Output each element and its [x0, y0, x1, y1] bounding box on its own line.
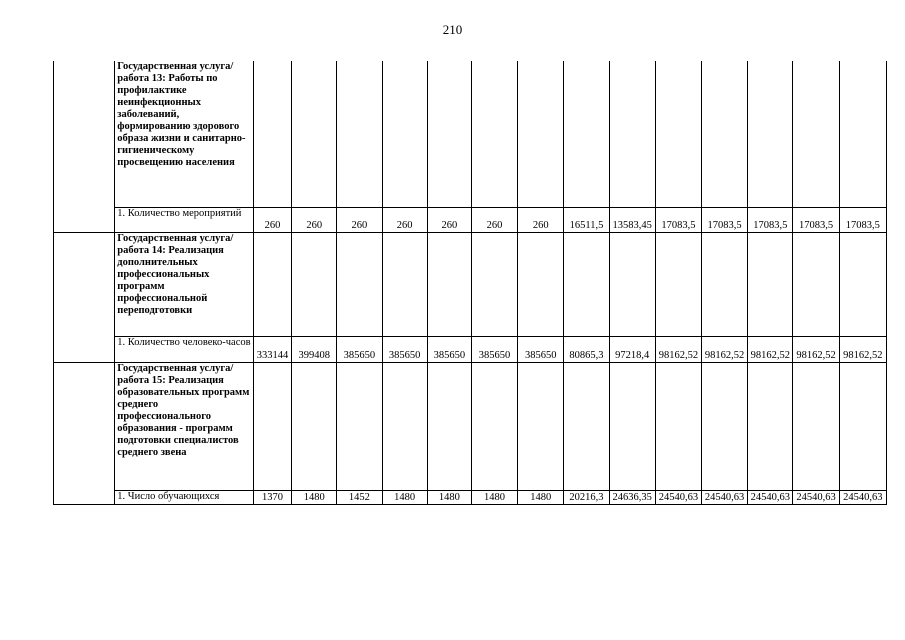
- value-cell: 17083,5: [839, 207, 886, 232]
- indicator-row-15: [54, 490, 887, 504]
- indicator-row-13: [54, 207, 887, 232]
- service-row-13: [54, 61, 887, 207]
- value-cell: 80865,3: [564, 336, 609, 362]
- value-cell: 1370: [253, 490, 291, 504]
- value-cell: 24636,35: [609, 490, 655, 504]
- value-cell: 20216,3: [564, 490, 609, 504]
- value-cell: 260: [427, 207, 471, 232]
- value-cell: 98162,52: [655, 336, 701, 362]
- value-cell: 385650: [427, 336, 471, 362]
- value-cell: 97218,4: [609, 336, 655, 362]
- value-cell: 17083,5: [793, 207, 839, 232]
- value-cell: 1480: [427, 490, 471, 504]
- value-cell: 1480: [471, 490, 517, 504]
- indicator-label: 1. Число обучающихся: [115, 490, 254, 504]
- value-cell: 260: [382, 207, 427, 232]
- value-cell: 385650: [471, 336, 517, 362]
- value-cell: 385650: [382, 336, 427, 362]
- value-cell: 260: [471, 207, 517, 232]
- service-title: Государственная услуга/работа 15: Реализация образовательных программ среднего профессионального образования - программ подготовки специалистов среднего звена: [115, 362, 254, 490]
- blank-cell: [54, 362, 115, 504]
- service-row-14: [54, 232, 887, 336]
- indicator-label: 1. Количество человеко-часов: [115, 336, 254, 362]
- value-cell: 260: [292, 207, 337, 232]
- value-cell: 98162,52: [793, 336, 839, 362]
- value-cell: 385650: [518, 336, 564, 362]
- value-cell: 24540,63: [748, 490, 793, 504]
- value-cell: 1480: [292, 490, 337, 504]
- value-cell: 385650: [337, 336, 382, 362]
- value-cell: 17083,5: [748, 207, 793, 232]
- value-cell: 17083,5: [655, 207, 701, 232]
- value-cell: 13583,45: [609, 207, 655, 232]
- indicator-row-14: [54, 336, 887, 362]
- value-cell: 17083,5: [702, 207, 748, 232]
- service-title: Государственная услуга/работа 13: Работы по профилактике неинфекционных заболеваний, формированию здорового образа жизни и санитарно-гигиеническому просвещению населения: [115, 61, 254, 207]
- value-cell: 1480: [382, 490, 427, 504]
- blank-cell: [54, 232, 115, 362]
- service-row-15: [54, 362, 887, 490]
- value-cell: 24540,63: [793, 490, 839, 504]
- value-cell: 98162,52: [702, 336, 748, 362]
- value-cell: 1452: [337, 490, 382, 504]
- value-cell: 333144: [253, 336, 291, 362]
- value-cell: 260: [337, 207, 382, 232]
- page-number: 210: [442, 22, 463, 37]
- value-cell: 24540,63: [655, 490, 701, 504]
- value-cell: 98162,52: [839, 336, 886, 362]
- value-cell: 24540,63: [702, 490, 748, 504]
- value-cell: 98162,52: [748, 336, 793, 362]
- value-cell: 1480: [518, 490, 564, 504]
- value-cell: 260: [518, 207, 564, 232]
- value-cell: 260: [253, 207, 291, 232]
- value-cell: 24540,63: [839, 490, 886, 504]
- value-cell: 16511,5: [564, 207, 609, 232]
- services-table: [53, 61, 887, 505]
- service-title: Государственная услуга/работа 14: Реализация дополнительных профессиональных программ профессиональной переподготовки: [115, 232, 254, 336]
- indicator-label: 1. Количество мероприятий: [115, 207, 254, 232]
- blank-cell: [54, 61, 115, 232]
- value-cell: 399408: [292, 336, 337, 362]
